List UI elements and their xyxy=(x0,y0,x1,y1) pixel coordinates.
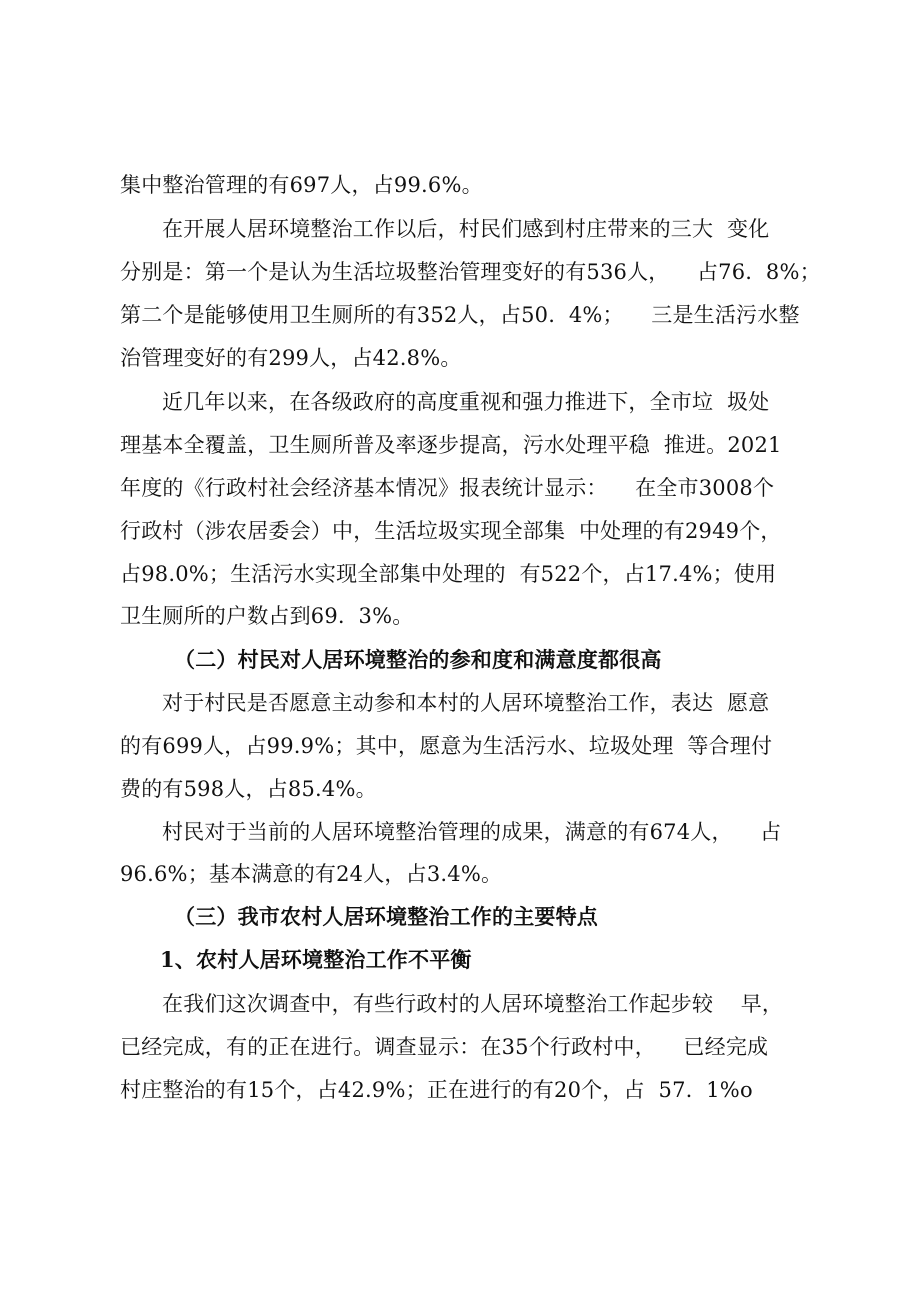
paragraph-line: 已经完成，有的正在进行。调查显示：在35个行政村中， 已经完成 xyxy=(120,1035,769,1059)
paragraph-line: 行政村（涉农居委会）中，生活垃圾实现全部集 中处理的有2949个， xyxy=(120,519,782,543)
paragraph-line: 近几年以来，在各级政府的高度重视和强力推进下，全市垃 圾处 xyxy=(162,390,770,414)
paragraph-line: 在开展人居环境整治工作以后，村民们感到村庄带来的三大 变化 xyxy=(162,217,770,241)
paragraph-line: 理基本全覆盖，卫生厕所普及率逐步提高，污水处理平稳 推进。2021 xyxy=(120,433,782,457)
paragraph-line: 分别是：第一个是认为生活垃圾整治管理变好的有536人， 占76. 8%； xyxy=(120,260,821,284)
subsection-heading: 1、农村人居环境整治工作不平衡 xyxy=(160,947,472,972)
paragraph-line: 集中整治管理的有697人，占99.6%。 xyxy=(120,173,483,197)
paragraph-line: 卫生厕所的户数占到69. 3%。 xyxy=(120,604,414,628)
paragraph-line: 96.6%；基本满意的有24人，占3.4%。 xyxy=(120,862,503,886)
paragraph-line: 费的有598人，占85.4%。 xyxy=(120,777,377,801)
section-heading: （二）村民对人居环境整治的参和度和满意度都很高 xyxy=(174,647,662,672)
paragraph-line: 治管理变好的有299人，占42.8%。 xyxy=(120,346,462,370)
paragraph-line: 占98.0%；生活污水实现全部集中处理的 有522个，占17.4%；使用 xyxy=(120,562,777,586)
paragraph-line: 村民对于当前的人居环境整治管理的成果，满意的有674人， 占 xyxy=(162,820,782,844)
paragraph-line: 对于村民是否愿意主动参和本村的人居环境整治工作，表达 愿意 xyxy=(162,691,770,715)
paragraph-line: 第二个是能够使用卫生厕所的有352人，占50. 4%； 三是生活污水整 xyxy=(120,303,800,327)
paragraph-line: 村庄整治的有15个，占42.9%；正在进行的有20个，占 57. 1%o xyxy=(120,1078,753,1102)
paragraph-line: 在我们这次调查中，有些行政村的人居环境整治工作起步较 早， xyxy=(162,992,784,1016)
paragraph-line: 的有699人，占99.9%；其中，愿意为生活污水、垃圾处理 等合理付 xyxy=(120,734,773,758)
paragraph-line: 年度的《行政村社会经济基本情况》报表统计显示： 在全市3008个 xyxy=(120,476,775,500)
section-heading: （三）我市农村人居环境整治工作的主要特点 xyxy=(174,904,598,929)
